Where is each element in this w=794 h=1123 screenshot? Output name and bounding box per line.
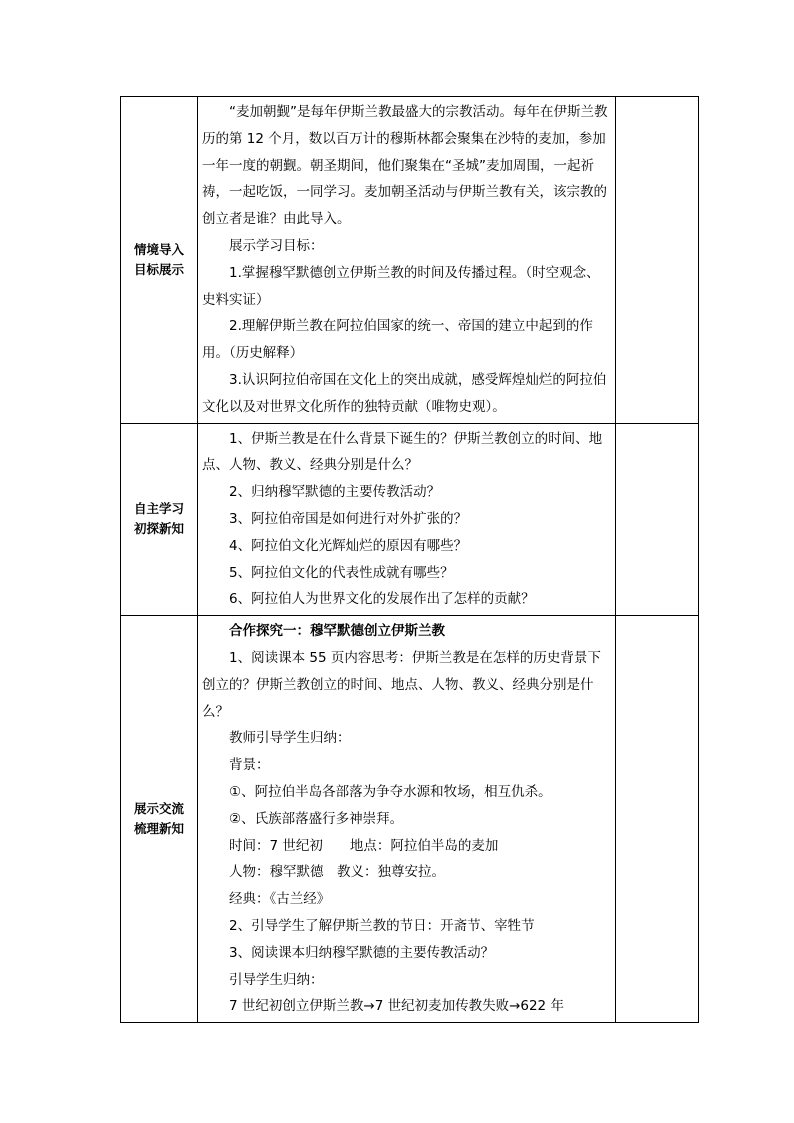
table-row-exchange — [121, 616, 699, 1023]
row-content-cell — [198, 616, 616, 1023]
row-content-cell — [198, 97, 616, 424]
question-item-3: 3、阿拉伯帝国是如何进行对外扩张的？ — [229, 510, 468, 527]
goals-heading: 展示学习目标： — [229, 237, 324, 254]
notes-cell — [616, 616, 699, 1023]
goal-item-3: 3.认识阿拉伯帝国在文化上的突出成就，感受辉煌灿烂的阿拉伯文化以及对世界文化所作的独特贡献（唯物史观）。 — [202, 371, 607, 415]
row-label-line2: 梳理新知 — [133, 821, 184, 837]
question-item-5: 5、阿拉伯文化的代表性成就有哪些？ — [229, 564, 454, 581]
notes-cell — [616, 97, 699, 424]
timeline-line: 7 世纪初创立伊斯兰教→7 世纪初麦加传教失败→622 年 — [229, 998, 564, 1015]
row-label-cell — [121, 616, 198, 1023]
row-label-line1: 自主学习 — [133, 501, 184, 517]
background-heading: 背景： — [229, 757, 270, 774]
table-row-self-study — [121, 423, 699, 616]
row-label-cell — [121, 423, 198, 616]
time-place-line: 时间：7 世纪初 地点：阿拉伯半岛的麦加 — [229, 837, 499, 854]
intro-paragraph: “麦加朝觐”是每年伊斯兰教最盛大的宗教活动。每年在伊斯兰教历的第 12 个月，数以百万计的穆斯林都会聚集在沙特的麦加，参加一年一度的朝觐。朝圣期间，他们聚集在“圣城”麦加周围，一起祈祷，一起吃饭，一同学习。麦加朝圣活动与伊斯兰教有关，该宗教的创立者是谁？由此导入。 — [202, 104, 608, 228]
background-item-2: ②、氏族部落盛行多神崇拜。 — [229, 810, 404, 827]
row-content-cell — [198, 423, 616, 616]
row-label-cell — [121, 97, 198, 424]
student-summary-heading: 引导学生归纳： — [229, 971, 324, 988]
teacher-guide: 教师引导学生归纳： — [229, 730, 351, 747]
row-label-line2: 初探新知 — [133, 521, 184, 537]
table-row-intro — [121, 97, 699, 424]
festival-line: 2、引导学生了解伊斯兰教的节日：开斋节、宰牲节 — [229, 917, 535, 934]
lesson-plan-table — [120, 96, 699, 1023]
inquiry-question-3: 3、阅读课本归纳穆罕默德的主要传教活动？ — [229, 944, 495, 961]
person-doctrine-line: 人物：穆罕默德 教义：独尊安拉。 — [229, 864, 445, 881]
notes-cell — [616, 423, 699, 616]
row-label-line1: 情境导入 — [133, 241, 184, 257]
question-item-2: 2、归纳穆罕默德的主要传教活动？ — [229, 484, 441, 501]
inquiry-heading: 合作探究一：穆罕默德创立伊斯兰教 — [229, 623, 445, 640]
goal-item-1: 1.掌握穆罕默德创立伊斯兰教的时间及传播过程。（时空观念、史料实证） — [202, 264, 600, 308]
scripture-line: 经典：《古兰经》 — [229, 891, 331, 908]
inquiry-question-1: 1、阅读课本 55 页内容思考：伊斯兰教是在怎样的历史背景下创立的？伊斯兰教创立的时间、地点、人物、教义、经典分别是什么？ — [202, 649, 601, 720]
question-item-6: 6、阿拉伯人为世界文化的发展作出了怎样的贡献？ — [229, 591, 535, 608]
row-label-line2: 目标展示 — [133, 261, 184, 277]
row-label-line1: 展示交流 — [133, 801, 184, 817]
question-item-4: 4、阿拉伯文化光辉灿烂的原因有哪些？ — [229, 537, 468, 554]
background-item-1: ①、阿拉伯半岛各部落为争夺水源和牧场，相互仇杀。 — [229, 783, 552, 800]
goal-item-2: 2.理解伊斯兰教在阿拉伯国家的统一、帝国的建立中起到的作用。（历史解释） — [202, 318, 593, 362]
question-item-1: 1、伊斯兰教是在什么背景下诞生的？伊斯兰教创立的时间、地点、人物、教义、经典分别是什么？ — [202, 430, 603, 474]
